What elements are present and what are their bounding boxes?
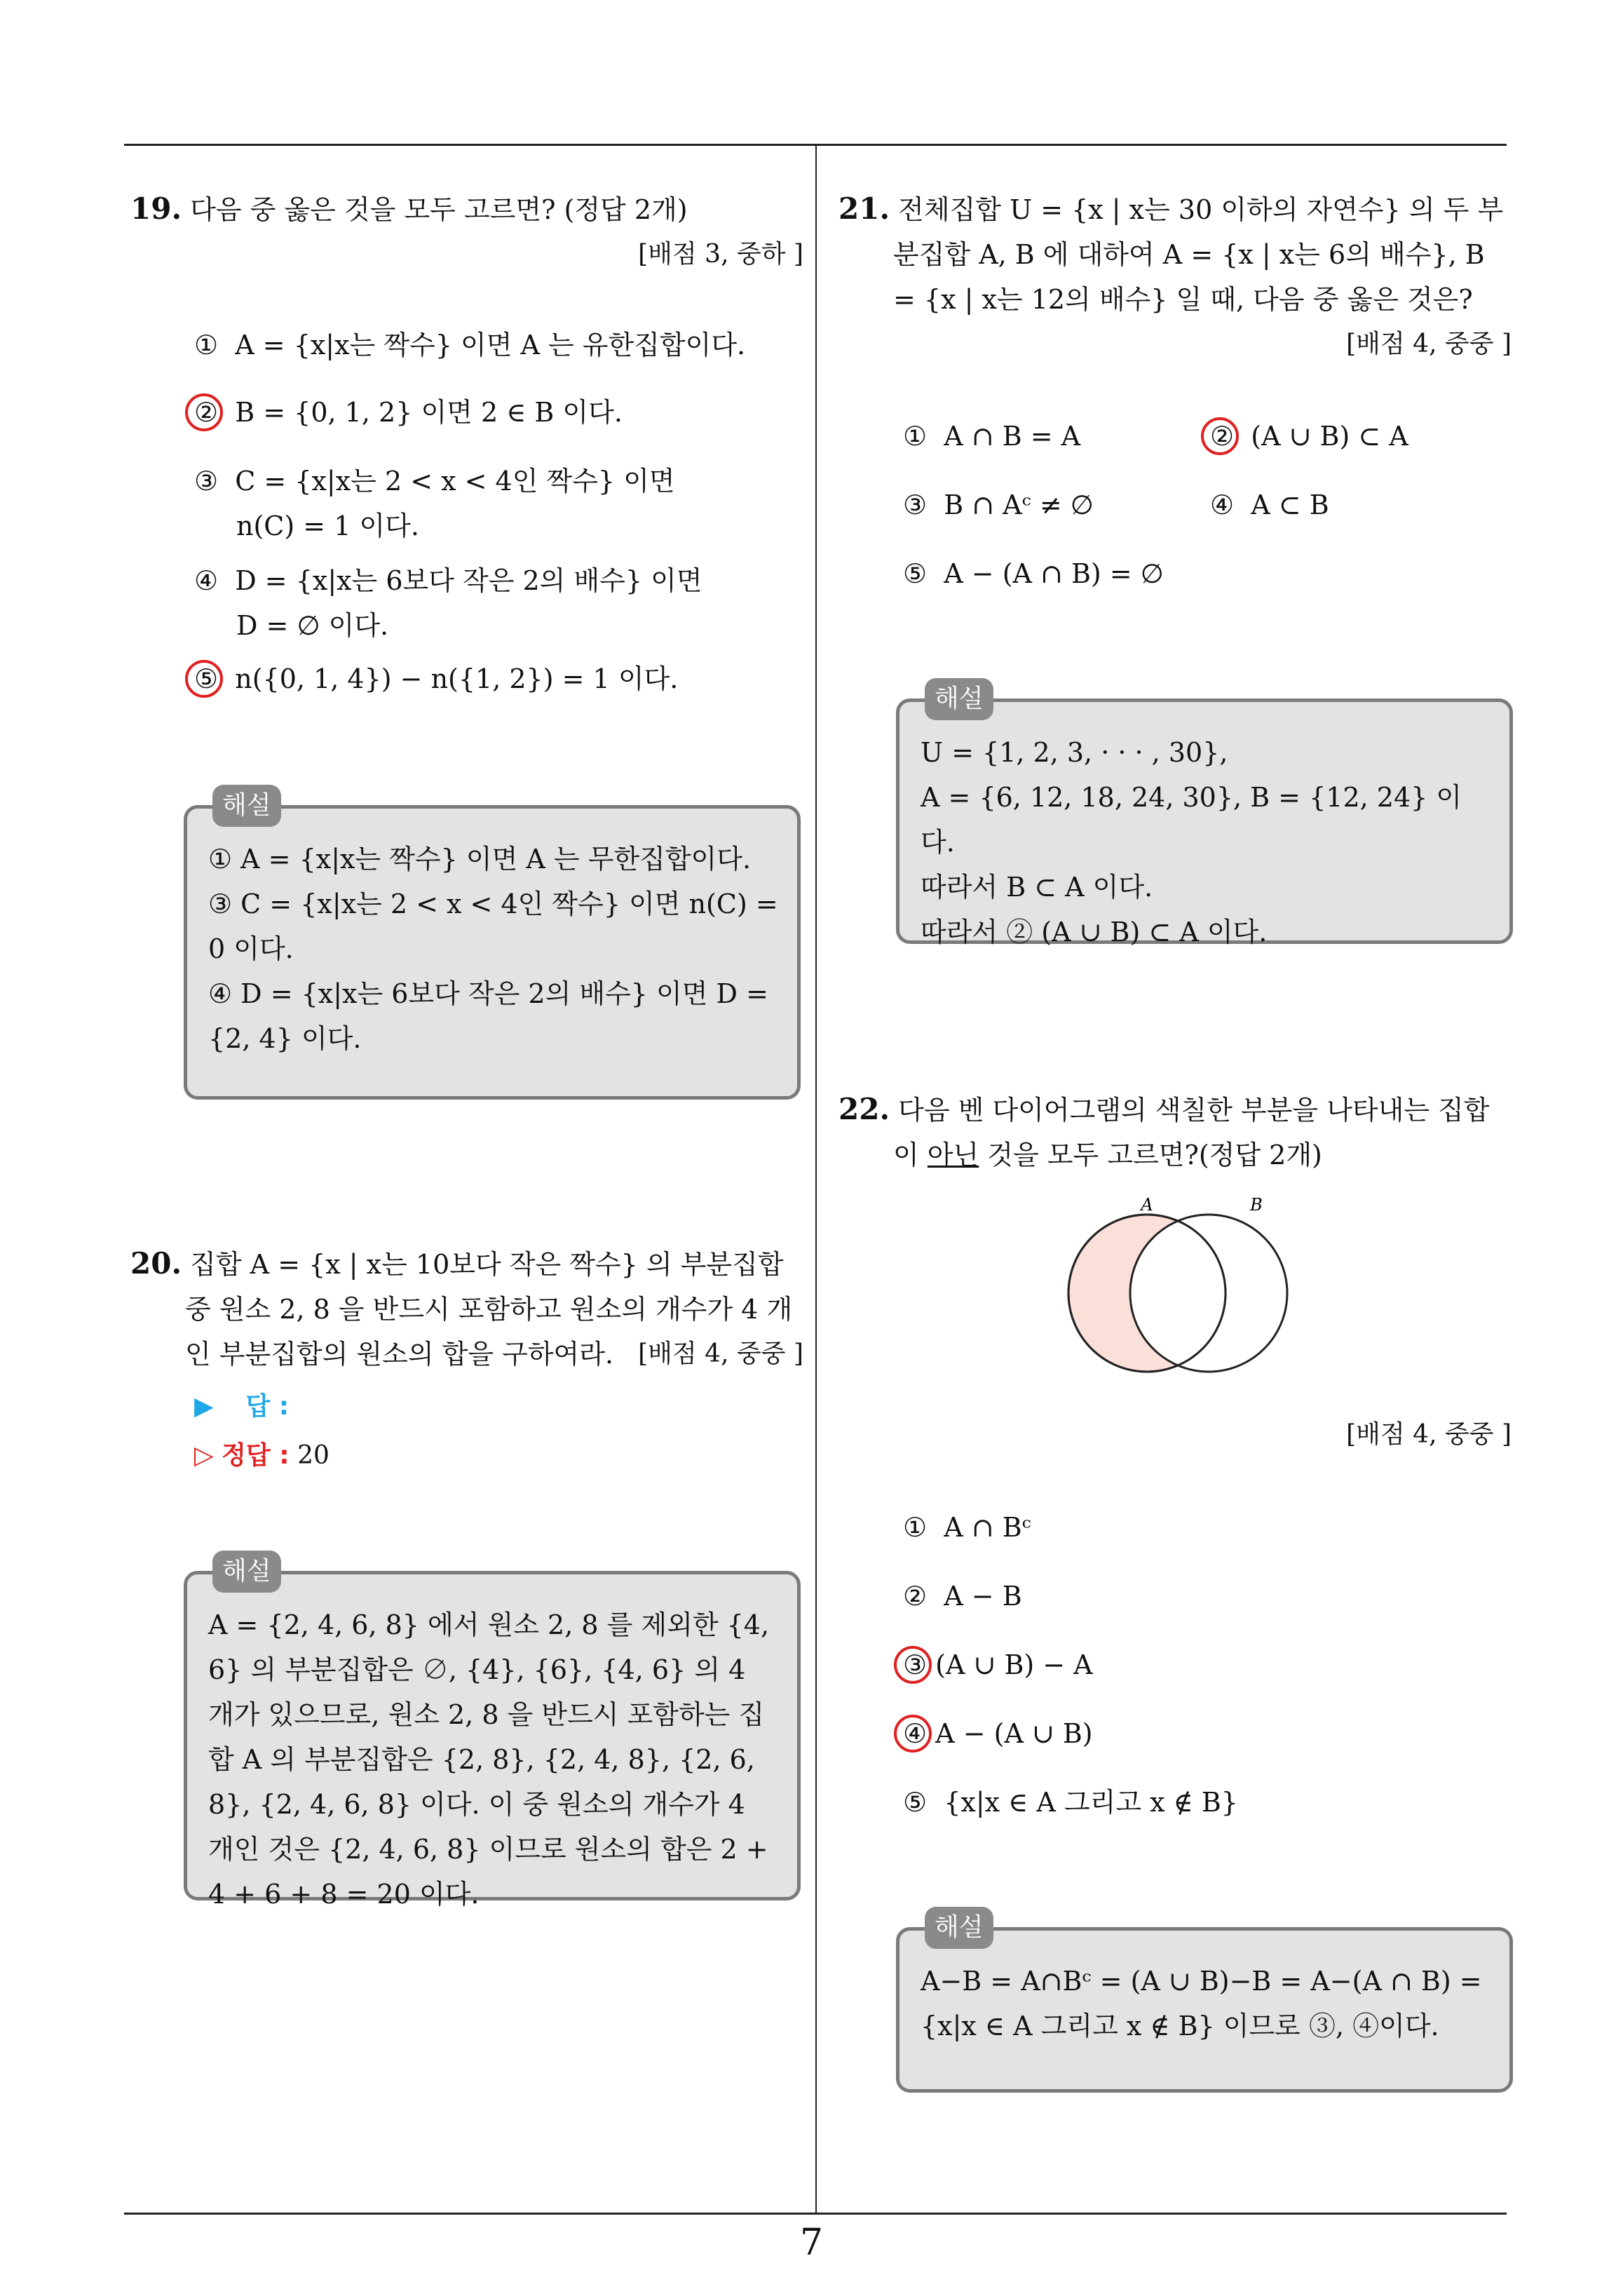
q19-option-5[interactable] bbox=[194, 656, 678, 701]
option-number: ② bbox=[194, 397, 219, 428]
explanation-text: A = {2, 4, 6, 8} 에서 원소 2, 8 를 제외한 {4, 6} 의 부분집합은 ∅, {4}, {6}, {4, 6} 의 4 개가 있으므로, 원소 2, 8 을 반드시 포함하는 집합 A 의 부분집합은 {2, 8}, {2, 4, 8}, {2, 6, 8}, {2, 4, 6, 8} 이다. 이 중 원소의 개수가 4 개인 것은 {2, 4, 6, 8} 이므로 원소의 합은 2 + 4 + 6 + 8 = 20 이다. bbox=[208, 1609, 770, 1910]
question-number: 19. bbox=[130, 191, 182, 226]
q19-option-4[interactable] bbox=[194, 558, 702, 648]
venn-label-a: A bbox=[1141, 1195, 1153, 1215]
explanation-tag: 해설 bbox=[925, 1907, 993, 1949]
option-text: B ∩ Aᶜ ≠ ∅ bbox=[944, 489, 1094, 520]
question-text: 집합 A = {x | x는 10보다 작은 짝수} 의 부분집합 중 원소 2, 8 을 반드시 포함하고 원소의 개수가 4 개인 부분집합의 원소의 합을 구하여라. bbox=[185, 1249, 793, 1370]
option-text: {x|x ∈ A 그리고 x ∉ B} bbox=[944, 1787, 1238, 1818]
option-text-line2: D = ∅ 이다. bbox=[236, 610, 389, 641]
option-text: A − B bbox=[944, 1581, 1022, 1612]
option-number: ① bbox=[903, 1512, 928, 1543]
option-text: (A ∪ B) ⊂ A bbox=[1251, 421, 1408, 452]
q20-explanation-box bbox=[184, 1557, 801, 1910]
explanation-tag: 해설 bbox=[212, 1551, 281, 1593]
option-number: ⑤ bbox=[903, 1787, 928, 1818]
answer-input-line[interactable] bbox=[194, 1387, 289, 1426]
question-text: 것을 모두 고르면?(정답 2개) bbox=[987, 1140, 1322, 1170]
q21-option-1[interactable] bbox=[903, 414, 1080, 459]
question-meta: [배점 4, 중중 ] bbox=[638, 1339, 803, 1368]
option-number: ④ bbox=[903, 1718, 928, 1749]
option-text: A = {x|x는 짝수} 이면 A 는 유한집합이다. bbox=[235, 330, 746, 360]
selected-answer-circle bbox=[185, 660, 223, 698]
option-number: ① bbox=[194, 330, 219, 360]
option-text: C = {x|x는 2 < x < 4인 짝수} 이면 bbox=[235, 466, 675, 497]
correct-arrow-icon: ▷ bbox=[194, 1441, 214, 1470]
question-19 bbox=[130, 187, 803, 277]
q19-option-2[interactable] bbox=[194, 390, 623, 435]
q22-option-5[interactable] bbox=[903, 1780, 1238, 1825]
q19-option-3[interactable] bbox=[194, 459, 675, 548]
correct-label: 정답 : bbox=[222, 1441, 290, 1470]
correct-answer-line bbox=[194, 1436, 330, 1475]
q22-option-3[interactable] bbox=[903, 1642, 1093, 1687]
option-text: A − (A ∪ B) bbox=[935, 1718, 1093, 1749]
question-number: 22. bbox=[838, 1092, 890, 1126]
selected-answer-circle bbox=[1201, 417, 1239, 455]
q22-option-2[interactable] bbox=[903, 1574, 1022, 1619]
option-number: ⑤ bbox=[194, 663, 219, 694]
question-number: 21. bbox=[838, 191, 890, 226]
q21-option-2[interactable] bbox=[1210, 414, 1408, 459]
q19-explanation-box bbox=[184, 791, 801, 1100]
q22-explanation-box bbox=[896, 1913, 1513, 2093]
option-text: D = {x|x는 6보다 작은 2의 배수} 이면 bbox=[235, 565, 702, 596]
option-text: A ∩ B = A bbox=[944, 421, 1081, 452]
answer-label: 답 : bbox=[245, 1392, 290, 1421]
explanation-line: 따라서 ② (A ∪ B) ⊂ A 이다. bbox=[921, 917, 1268, 947]
explanation-line: 따라서 B ⊂ A 이다. bbox=[921, 872, 1153, 903]
option-number: ② bbox=[1210, 421, 1235, 452]
option-number: ③ bbox=[194, 466, 219, 497]
option-number: ③ bbox=[903, 489, 928, 520]
q19-option-1[interactable] bbox=[194, 323, 745, 367]
question-meta: [배점 4, 중중 ] bbox=[1346, 330, 1512, 358]
explanation-line: ④ D = {x|x는 6보다 작은 2의 배수} 이면 D = {2, 4} 이다. bbox=[208, 978, 768, 1054]
q22-meta bbox=[838, 1412, 1512, 1457]
q22-option-1[interactable] bbox=[903, 1505, 1031, 1550]
selected-answer-circle bbox=[185, 393, 223, 431]
question-21 bbox=[838, 187, 1512, 367]
explanation-line: ③ C = {x|x는 2 < x < 4인 짝수} 이면 n(C) = 0 이다. bbox=[208, 889, 778, 964]
option-text: (A ∪ B) − A bbox=[935, 1649, 1093, 1680]
explanation-line: A = {6, 12, 18, 24, 30}, B = {12, 24} 이다. bbox=[921, 782, 1462, 858]
option-text: A ⊂ B bbox=[1251, 489, 1329, 520]
option-text: n({0, 1, 4}) − n({1, 2}) = 1 이다. bbox=[235, 663, 679, 694]
option-text: A ∩ Bᶜ bbox=[944, 1512, 1031, 1543]
option-number: ④ bbox=[194, 565, 219, 596]
venn-label-b: B bbox=[1250, 1195, 1263, 1215]
option-text: A − (A ∩ B) = ∅ bbox=[944, 558, 1164, 589]
explanation-tag: 해설 bbox=[212, 785, 281, 827]
question-text: 다음 벤 다이어그램의 색칠한 부분을 나타내는 집합이 bbox=[893, 1095, 1490, 1170]
option-number: ② bbox=[903, 1581, 928, 1612]
selected-answer-circle bbox=[894, 1646, 932, 1684]
correct-value: 20 bbox=[297, 1441, 330, 1470]
option-number: ④ bbox=[1210, 489, 1235, 520]
question-20 bbox=[130, 1241, 803, 1377]
q21-option-4[interactable] bbox=[1210, 482, 1329, 527]
question-22 bbox=[838, 1087, 1512, 1177]
option-text: B = {0, 1, 2} 이면 2 ∈ B 이다. bbox=[235, 397, 623, 428]
option-number: ⑤ bbox=[903, 558, 928, 589]
q21-option-3[interactable] bbox=[903, 482, 1094, 527]
column-divider bbox=[815, 144, 817, 2213]
selected-answer-circle bbox=[894, 1715, 932, 1753]
explanation-tag: 해설 bbox=[925, 678, 993, 720]
question-meta: [배점 3, 중하 ] bbox=[638, 240, 803, 269]
page-number: 7 bbox=[799, 2222, 824, 2264]
bottom-rule bbox=[124, 2213, 1507, 2215]
question-number: 20. bbox=[130, 1246, 182, 1281]
option-text-line2: n(C) = 1 이다. bbox=[236, 511, 419, 541]
explanation-line: U = {1, 2, 3, · · · , 30}, bbox=[921, 737, 1228, 768]
explanation-text: A−B = A∩Bᶜ = (A ∪ B)−B = A−(A ∩ B) = {x|x ∈ A 그리고 x ∉ B} 이므로 ③, ④이다. bbox=[921, 1966, 1482, 2041]
explanation-line: ① A = {x|x는 짝수} 이면 A 는 무한집합이다. bbox=[208, 844, 752, 874]
question-text: 전체집합 U = {x | x는 30 이하의 자연수} 의 두 부분집합 A, B 에 대하여 A = {x | x는 6의 배수}, B = {x | x는 12의 배수} 일 때, 다음 중 옳은 것은? bbox=[893, 194, 1504, 315]
question-meta: [배점 4, 중중 ] bbox=[1346, 1420, 1512, 1449]
q22-option-4[interactable] bbox=[903, 1711, 1093, 1756]
q21-explanation-box bbox=[896, 684, 1513, 947]
option-number: ③ bbox=[903, 1649, 928, 1680]
option-number: ① bbox=[903, 421, 928, 452]
answer-arrow-icon: ▶ bbox=[194, 1392, 214, 1421]
question-text: 다음 중 옳은 것을 모두 고르면? (정답 2개) bbox=[190, 194, 688, 225]
venn-diagram bbox=[1052, 1192, 1304, 1375]
q21-option-5[interactable] bbox=[903, 551, 1164, 596]
question-text-underlined: 아닌 bbox=[927, 1140, 979, 1170]
